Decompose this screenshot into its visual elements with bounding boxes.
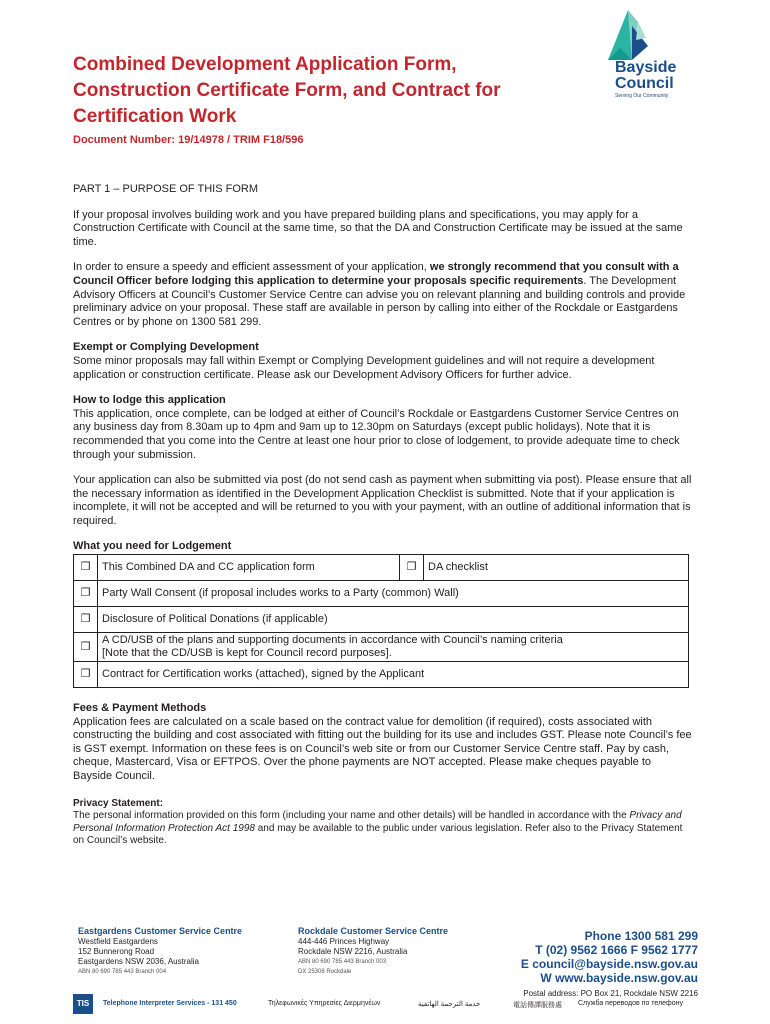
checkbox-cd-usb[interactable]: ❐: [74, 633, 98, 662]
interpreter-arabic: خدمة الترجمة الهاتفية: [418, 1001, 481, 1008]
rockdale-abn: ABN 80 690 785 443 Branch 003: [298, 959, 387, 965]
contact-phone[interactable]: Phone 1300 581 299: [584, 929, 698, 943]
exempt-section: [73, 341, 693, 382]
exempt-body: Some minor proposals may fall within Exempt or Complying Development guidelines and will not require a development application or construction certificate. Please ask our Development Advisory Officers for further advice.: [73, 354, 655, 381]
lodgement-checklist-table: [73, 554, 689, 688]
checkbox-certification-contract[interactable]: ❐: [74, 662, 98, 688]
contact-tel-fax: T (02) 9562 1666 F 9562 1777: [535, 943, 698, 957]
contact-postal: Postal address: PO Box 21, Rockdale NSW 2216: [523, 989, 698, 998]
part1-heading: PART 1 – PURPOSE OF THIS FORM: [73, 183, 259, 195]
form-title: [73, 52, 573, 130]
table-row: [74, 662, 689, 688]
privacy-text-post: and may be available to the public under various legislation. Refer also to the Privacy Statement on Council’s website.: [73, 822, 683, 847]
title-line-2: Construction Certificate Form, and Contract for: [73, 80, 501, 101]
checkbox-political-donations[interactable]: ❐: [74, 607, 98, 633]
checkbox-da-checklist[interactable]: ❐: [400, 555, 424, 581]
part1-consult-paragraph: [73, 261, 693, 329]
rockdale-line2: Rockdale NSW 2216, Australia: [298, 947, 408, 956]
item-political-donations: Disclosure of Political Donations (if applicable): [98, 607, 689, 633]
fees-body: Application fees are calculated on a scale based on the contract value for demolition (if required), costs associated with constructing the building and cost associated with fitting out the building for its use and includes GST. Please note Council’s fee is GST exempt. Information on these fees is on Council’s web site or from our Customer Service Centre staff. Pay by cash, cheque, Mastercard, Visa or EFTPOS. Over the phone payments are NOT accepted. Please make cheques payable to Bayside Council.: [73, 715, 692, 783]
rockdale-title: Rockdale Customer Service Centre: [298, 926, 449, 936]
interpreter-label: Telephone Interpreter Services - 131 450: [103, 1000, 237, 1007]
eastgardens-title: Eastgardens Customer Service Centre: [78, 926, 243, 936]
item-party-wall: Party Wall Consent (if proposal includes works to a Party (common) Wall): [98, 581, 689, 607]
lodge-section: [73, 394, 693, 462]
item-cd-usb-line2: [Note that the CD/USB is kept for Council record purposes].: [102, 647, 392, 660]
contact-web[interactable]: W www.bayside.nsw.gov.au: [540, 971, 698, 985]
table-row: [74, 581, 689, 607]
interpreter-russian: Служба переводов по телефону: [578, 1000, 684, 1007]
footer: [73, 926, 698, 1016]
checkbox-application-form[interactable]: ❐: [74, 555, 98, 581]
table-row: [74, 607, 689, 633]
exempt-heading: Exempt or Complying Development: [73, 341, 259, 354]
item-cd-usb-line1: A CD/USB of the plans and supporting documents in accordance with Council’s naming criteria: [102, 634, 563, 647]
lodge-body-2: Your application can also be submitted via post (do not send cash as payment when submitting via post). Please ensure that all the necessary information as identified in the Development Application Checklist is submitted. Note that if your application is incomplete, it will not be accepted and will be returned to you with your payment, with an outline of additional information that is required.: [73, 474, 692, 527]
rockdale-dx: DX 25308 Rockdale: [298, 969, 352, 975]
title-line-1: Combined Development Application Form,: [73, 54, 457, 75]
consult-text-post: . The Development Advisory Officers at Council’s Customer Service Centre can advise you on relevant planning and building controls and provide preliminary advice on your proposal. These staff are available in person by calling into either of the Rockdale or Eastgardens Centres or by phone on 1300 581 299.: [73, 274, 686, 328]
consult-text-bold: we strongly recommend that you consult with a Council Officer before lodging this application to determine your proposals specific requirements: [73, 261, 679, 287]
logo-tagline: Serving Our Community: [615, 93, 669, 99]
interpreter-chinese: 電話傳譯服務處: [513, 1002, 562, 1009]
footer-contact: [521, 929, 698, 1001]
interpreter-services-bar: [73, 994, 698, 1014]
fees-heading: Fees & Payment Methods: [73, 702, 207, 715]
interpreter-greek: Τηλεφωνικές Υπηρεσίες Διερμηνέων: [268, 1000, 381, 1007]
privacy-act-name: Privacy and Personal Information Protection Act 1998: [73, 810, 682, 834]
lodge-heading: How to lodge this application: [73, 394, 226, 407]
bayside-council-logo: [580, 8, 690, 108]
document-number: Document Number: 19/14978 / TRIM F18/596: [73, 134, 304, 146]
footer-eastgardens: [78, 926, 242, 977]
item-cd-usb: [98, 633, 689, 662]
rockdale-line1: 444-446 Princes Highway: [298, 937, 390, 946]
logo-name-bayside: Bayside: [615, 59, 677, 76]
contact-email[interactable]: E council@bayside.nsw.gov.au: [520, 957, 698, 971]
lodge-body-1: This application, once complete, can be lodged at either of Council’s Rockdale or Eastgardens Customer Service Centres on any business day from 8.30am up to 4pm and 9am up to 12.30pm on Saturdays (except public holidays). Note that it is recommended that you come into the Centre at least one hour prior to close of lodgement, to provide adequate time to check through your submission.: [73, 407, 680, 461]
interpreter-icon: TIS: [73, 994, 93, 1014]
privacy-section: [73, 798, 693, 848]
form-content: [73, 183, 693, 848]
logo-name-council: Council: [615, 75, 674, 92]
privacy-body: [73, 810, 693, 848]
eastgardens-abn: ABN 80 690 785 443 Branch 004: [78, 969, 167, 975]
item-da-checklist: DA checklist: [424, 555, 689, 581]
table-row: [74, 555, 689, 581]
privacy-heading: Privacy Statement:: [73, 797, 164, 809]
footer-rockdale: [298, 926, 448, 977]
privacy-text-pre: The personal information provided on this form (including your name and other details) will be handled in accordance with the: [73, 810, 630, 822]
item-certification-contract: Contract for Certification works (attached), signed by the Applicant: [98, 662, 689, 688]
fees-section: [73, 702, 693, 784]
item-application-form: This Combined DA and CC application form: [98, 555, 400, 581]
eastgardens-line2: 152 Bunnerong Road: [78, 947, 155, 956]
title-line-3: Certification Work: [73, 106, 237, 127]
lodgement-heading: What you need for Lodgement: [73, 540, 232, 553]
consult-text-pre: In order to ensure a speedy and efficient assessment of your application,: [73, 261, 430, 274]
eastgardens-line1: Westfield Eastgardens: [78, 937, 158, 946]
part1-intro: If your proposal involves building work and you have prepared building plans and specifications, you may apply for a Construction Certificate with Council at the same time, so that the DA and Construction Certificate may be issued at the same time.: [73, 208, 683, 248]
checkbox-party-wall[interactable]: ❐: [74, 581, 98, 607]
table-row: [74, 633, 689, 662]
eastgardens-line3: Eastgardens NSW 2036, Australia: [78, 957, 199, 966]
